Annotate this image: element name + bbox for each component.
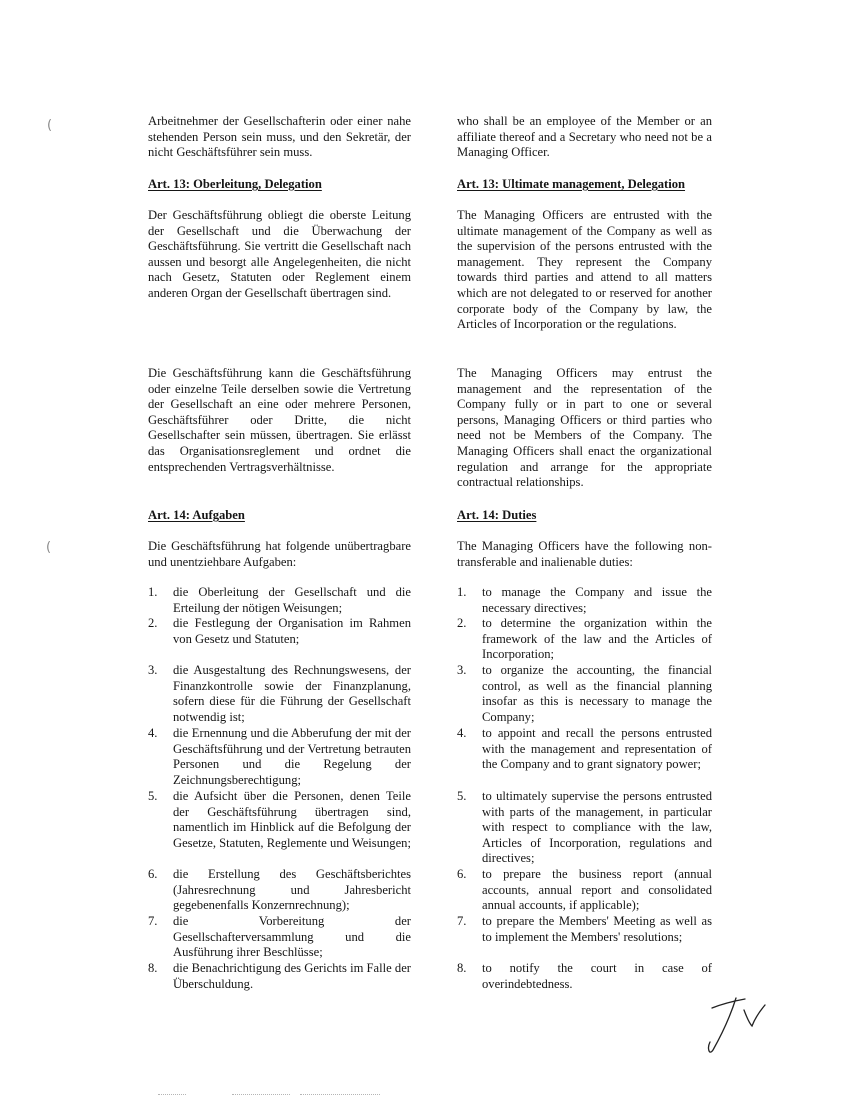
english-art14-intro: The Managing Officers have the following non-transferable and inalienable duties: [457, 539, 712, 569]
german-art14-heading: Art. 14: Aufgaben [148, 508, 245, 522]
list-text: die Aufsicht über die Personen, denen Teile der Geschäftsführung übertragen sind, namentlich im Hinblick auf die Befolgung der Gesetze, Statuten, Reglemente und Weisungen; [173, 789, 411, 850]
list-text: die Benachrichtigung des Gerichts im Falle der Überschuldung. [173, 961, 411, 991]
list-number: 1. [148, 585, 158, 599]
english-duty-item [457, 616, 712, 663]
german-art13-paragraph-2: Die Geschäftsführung kann die Geschäftsführung oder einzelne Teile derselben sowie die Vertretung der Gesellschaft an eine oder mehrere Personen, Geschäftsführer oder Dritte, die nicht Gesellschafter sein müssen, übertragen. Sie erlässt das Organisationsreglement und ordnet die entsprechenden Vertragsverhältnisse. [148, 366, 411, 474]
list-text: to prepare the business report (annual accounts, annual report and consolidated annual accounts, if applicable); [482, 867, 712, 913]
english-art13-paragraph-1: The Managing Officers are entrusted with the ultimate management of the Company as well as the supervision of the persons entrusted with the management. They represent the Company towards third parties and attend to all matters which are not delegated to or reserved for another corporate body of the Company by law, the Articles of Incorporation or the regulations. [457, 208, 712, 332]
german-duty-item [148, 585, 411, 616]
list-number: 3. [457, 663, 467, 677]
german-duty-item [148, 961, 411, 992]
english-duty-item [457, 789, 712, 867]
list-number: 8. [457, 961, 467, 975]
english-duty-item [457, 914, 712, 945]
handwritten-initials-signature [698, 990, 768, 1062]
list-text: die Oberleitung der Gesellschaft und die Erteilung der nötigen Weisungen; [173, 585, 411, 615]
english-art14-heading: Art. 14: Duties [457, 508, 537, 522]
list-text: to manage the Company and issue the necessary directives; [482, 585, 712, 615]
list-number: 5. [457, 789, 467, 803]
english-intro-paragraph: who shall be an employee of the Member or an affiliate thereof and a Secretary who need not be a Managing Officer. [457, 114, 712, 160]
list-text: die Erstellung des Geschäftsberichtes (Jahresrechnung und Jahresbericht gegebenenfalls Konzernrechnung); [173, 867, 411, 913]
german-intro-paragraph: Arbeitnehmer der Gesellschafterin oder einer nahe stehenden Person sein muss, und den Sekretär, der nicht Geschäftsführer sein muss. [148, 114, 411, 160]
list-number: 8. [148, 961, 158, 975]
list-number: 6. [457, 867, 467, 881]
margin-bracket-mark: ( [46, 540, 52, 555]
list-text: die Ernennung und die Abberufung der mit der Geschäftsführung und der Vertretung betrauten Personen und die Regelung der Zeichnungsberechtigung; [173, 726, 411, 787]
list-text: die Festlegung der Organisation im Rahmen von Gesetz und Statuten; [173, 616, 411, 646]
scan-dotted-artifact [158, 1094, 186, 1096]
list-text: to appoint and recall the persons entrusted with the management and representation of the Company and to grant signatory power; [482, 726, 712, 772]
list-number: 4. [457, 726, 467, 740]
english-duty-item [457, 961, 712, 992]
german-duty-item [148, 616, 411, 647]
scan-dotted-artifact [232, 1094, 290, 1096]
list-number: 2. [148, 616, 158, 630]
list-text: die Vorbereitung der Gesellschafterversammlung und die Ausführung ihrer Beschlüsse; [173, 914, 411, 960]
english-art13-paragraph-2: The Managing Officers may entrust the management and the representation of the Company fully or in part to one or several persons, Managing Officers or third parties who need not be Members of the Company. The Managing Officers shall enact the organizational regulation and arrange for the appropriate contractual relationships. [457, 366, 712, 490]
list-number: 2. [457, 616, 467, 630]
list-number: 4. [148, 726, 158, 740]
english-duty-item [457, 867, 712, 914]
english-duty-item [457, 726, 712, 773]
german-duty-item [148, 867, 411, 914]
list-number: 1. [457, 585, 467, 599]
list-number: 7. [457, 914, 467, 928]
list-text: to determine the organization within the framework of the law and the Articles of Incorporation; [482, 616, 712, 662]
german-duty-item [148, 914, 411, 961]
scan-dotted-artifact [300, 1094, 380, 1096]
list-number: 5. [148, 789, 158, 803]
list-text: to organize the accounting, the financial control, as well as the financial planning insofar as this is necessary to manage the Company; [482, 663, 712, 724]
english-duty-item [457, 663, 712, 725]
list-text: to prepare the Members' Meeting as well as to implement the Members' resolutions; [482, 914, 712, 944]
german-duty-item [148, 789, 411, 851]
list-number: 3. [148, 663, 158, 677]
list-number: 7. [148, 914, 158, 928]
list-text: die Ausgestaltung des Rechnungswesens, der Finanzkontrolle sowie der Finanzplanung, sofern diese für die Führung der Gesellschaft notwendig ist; [173, 663, 411, 724]
german-duty-item [148, 663, 411, 725]
list-text: to ultimately supervise the persons entrusted with parts of the management, in particular with respect to compliance with the law, Articles of Incorporation, regulations and directives; [482, 789, 712, 866]
german-duty-item [148, 726, 411, 788]
margin-bracket-mark: ( [47, 118, 53, 133]
english-art13-heading: Art. 13: Ultimate management, Delegation [457, 177, 686, 191]
german-art13-paragraph-1: Der Geschäftsführung obliegt die oberste Leitung der Gesellschaft und die Überwachung der Geschäftsführung. Sie vertritt die Gesellschaft nach aussen und besorgt alle Angelegenheiten, die nicht nach Gesetz, Statuten oder Reglement einem anderen Organ der Gesellschaft übertragen sind. [148, 208, 411, 300]
list-number: 6. [148, 867, 158, 881]
english-duty-item [457, 585, 712, 616]
list-text: to notify the court in case of overindebtedness. [482, 961, 712, 991]
german-art14-intro: Die Geschäftsführung hat folgende unübertragbare und unentziehbare Aufgaben: [148, 539, 411, 569]
german-art13-heading: Art. 13: Oberleitung, Delegation [148, 177, 322, 191]
